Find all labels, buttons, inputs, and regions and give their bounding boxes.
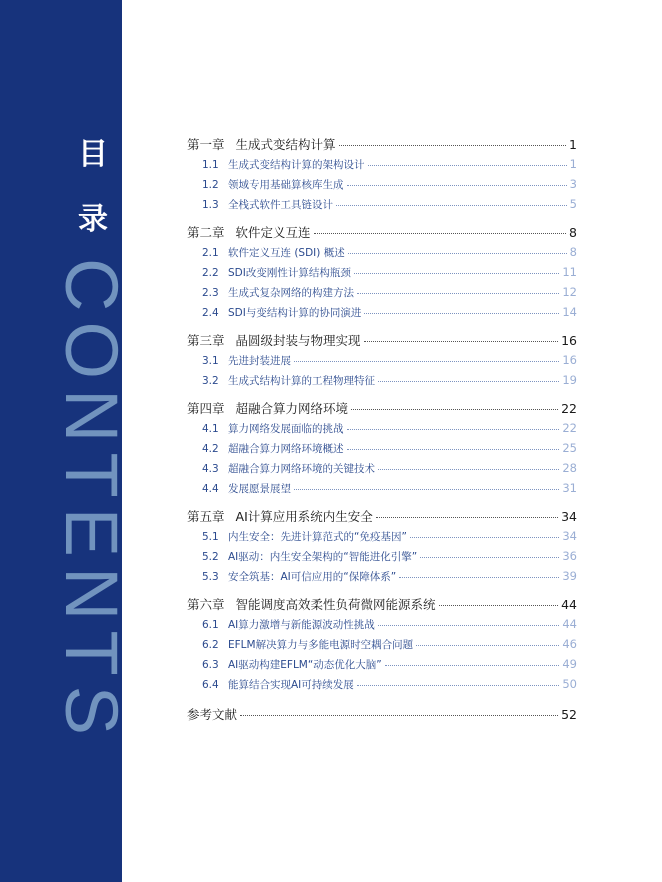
toc-section-entry[interactable] (187, 285, 577, 305)
chapter-label (187, 135, 336, 153)
section-number: 2.1 (202, 247, 219, 259)
toc-section-entry[interactable] (187, 197, 577, 217)
dot-leader (357, 685, 560, 686)
section-page-number: 25 (562, 441, 577, 455)
section-number: 3.1 (202, 355, 219, 367)
section-number: 6.3 (202, 659, 219, 671)
dot-leader (368, 165, 567, 166)
toc-section-entry[interactable] (187, 657, 577, 677)
chapter-number: 第二章 (187, 225, 225, 240)
contents-watermark: CONTENTS (50, 258, 133, 745)
toc-section-entry[interactable] (187, 569, 577, 589)
section-number: 1.3 (202, 199, 219, 211)
section-page-number: 12 (562, 285, 577, 299)
dot-leader (364, 341, 559, 342)
toc-section-entry[interactable] (187, 529, 577, 549)
section-title: SDI与变结构计算的协同演进 (228, 307, 362, 319)
section-page-number: 49 (562, 657, 577, 671)
dot-leader (357, 293, 559, 294)
dot-leader (376, 517, 558, 518)
dot-leader (378, 469, 559, 470)
dot-leader (348, 253, 567, 254)
dot-leader (399, 577, 559, 578)
dot-leader (314, 233, 567, 234)
dot-leader (294, 361, 559, 362)
toc-references-entry[interactable] (187, 705, 577, 727)
chapter-page-number: 16 (561, 333, 577, 348)
section-page-number: 39 (562, 569, 577, 583)
section-title: 发展愿景展望 (228, 483, 291, 495)
section-title: 超融合算力网络环境概述 (228, 443, 344, 455)
sidebar-band (0, 0, 133, 882)
section-number: 6.4 (202, 679, 219, 691)
chapter-title: 超融合算力网络环境 (235, 401, 349, 416)
chapter-page-number: 22 (561, 401, 577, 416)
section-title: 算力网络发展面临的挑战 (228, 423, 344, 435)
section-page-number: 14 (562, 305, 577, 319)
dot-leader (378, 381, 559, 382)
section-title: EFLM解决算力与多能电源时空耦合问题 (228, 639, 414, 651)
chapter-number: 第四章 (187, 401, 225, 416)
chapter-title: AI计算应用系统内生安全 (235, 509, 373, 524)
toc-chapter-entry[interactable] (187, 595, 577, 617)
dot-leader (347, 449, 560, 450)
section-page-number: 28 (562, 461, 577, 475)
dot-leader (336, 205, 567, 206)
chapter-number: 第一章 (187, 137, 225, 152)
chapter-label (187, 595, 436, 613)
section-page-number: 1 (569, 157, 577, 171)
section-page-number: 3 (569, 177, 577, 191)
chapter-page-number: 44 (561, 597, 577, 612)
toc-chapter-entry[interactable] (187, 223, 577, 245)
section-number: 4.2 (202, 443, 219, 455)
section-title: 超融合算力网络环境的关键技术 (228, 463, 375, 475)
table-of-contents (187, 135, 577, 727)
section-title: AI驱动构建EFLM“动态优化大脑” (228, 659, 382, 671)
dot-leader (439, 605, 559, 606)
section-title: 先进封装进展 (228, 355, 291, 367)
chapter-label (187, 223, 311, 241)
dot-leader (347, 429, 560, 430)
toc-section-entry[interactable] (187, 481, 577, 501)
toc-section-entry[interactable] (187, 549, 577, 569)
toc-section-entry[interactable] (187, 245, 577, 265)
dot-leader (410, 537, 559, 538)
dot-leader (339, 145, 567, 146)
section-title: 安全筑基：AI可信应用的“保障体系” (228, 571, 397, 583)
section-page-number: 16 (562, 353, 577, 367)
toc-chapter-entry[interactable] (187, 135, 577, 157)
chapter-label (187, 399, 348, 417)
chapter-page-number: 34 (561, 509, 577, 524)
chapter-title: 晶圆级封装与物理实现 (235, 333, 361, 348)
section-page-number: 5 (569, 197, 577, 211)
section-page-number: 22 (562, 421, 577, 435)
toc-section-entry[interactable] (187, 265, 577, 285)
toc-section-entry[interactable] (187, 677, 577, 697)
chapter-number: 第五章 (187, 509, 225, 524)
toc-chapter-entry[interactable] (187, 399, 577, 421)
toc-section-entry[interactable] (187, 637, 577, 657)
section-number: 5.1 (202, 531, 219, 543)
section-number: 2.4 (202, 307, 219, 319)
dot-leader (294, 489, 559, 490)
references-title: 参考文献 (187, 707, 238, 722)
section-page-number: 36 (562, 549, 577, 563)
chapter-page-number: 8 (569, 225, 577, 240)
dot-leader (378, 625, 560, 626)
section-title: 全栈式软件工具链设计 (228, 199, 333, 211)
chapter-title: 生成式变结构计算 (235, 137, 336, 152)
toc-title-char-1: 目 (78, 137, 108, 172)
toc-chapter-entry[interactable] (187, 507, 577, 529)
section-title: 生成式复杂网络的构建方法 (228, 287, 354, 299)
dot-leader (420, 557, 559, 558)
section-title: AI算力激增与新能源波动性挑战 (228, 619, 375, 631)
chapter-number: 第六章 (187, 597, 225, 612)
section-number: 6.1 (202, 619, 219, 631)
section-page-number: 19 (562, 373, 577, 387)
section-title: SDI改变刚性计算结构瓶颈 (228, 267, 351, 279)
section-title: 领域专用基础算核库生成 (228, 179, 344, 191)
references-page-number: 52 (561, 707, 577, 722)
section-title: 能算结合实现AI可持续发展 (228, 679, 354, 691)
section-page-number: 8 (569, 245, 577, 259)
toc-title-char-2: 录 (78, 202, 108, 237)
toc-section-entry[interactable] (187, 421, 577, 441)
section-number: 2.3 (202, 287, 219, 299)
dot-leader (351, 409, 558, 410)
section-number: 4.3 (202, 463, 219, 475)
toc-section-entry[interactable] (187, 441, 577, 461)
section-page-number: 31 (562, 481, 577, 495)
section-number: 1.1 (202, 159, 219, 171)
chapter-label (187, 507, 373, 525)
dot-leader (416, 645, 559, 646)
section-number: 3.2 (202, 375, 219, 387)
chapter-title: 智能调度高效柔性负荷微网能源系统 (235, 597, 436, 612)
chapter-label (187, 331, 361, 349)
section-title: 软件定义互连 (SDI) 概述 (228, 247, 345, 259)
section-page-number: 46 (562, 637, 577, 651)
section-number: 4.1 (202, 423, 219, 435)
toc-section-entry[interactable] (187, 177, 577, 197)
chapter-number: 第三章 (187, 333, 225, 348)
section-title: AI驱动：内生安全架构的“智能进化引擎” (228, 551, 418, 563)
section-number: 5.3 (202, 571, 219, 583)
section-number: 1.2 (202, 179, 219, 191)
chapter-page-number: 1 (569, 137, 577, 152)
toc-section-entry[interactable] (187, 353, 577, 373)
section-page-number: 11 (562, 265, 577, 279)
section-page-number: 50 (562, 677, 577, 691)
section-title: 内生安全：先进计算范式的“免疫基因” (228, 531, 407, 543)
section-number: 5.2 (202, 551, 219, 563)
dot-leader (385, 665, 560, 666)
section-page-number: 34 (562, 529, 577, 543)
section-number: 2.2 (202, 267, 219, 279)
toc-chapter-entry[interactable] (187, 331, 577, 353)
toc-section-entry[interactable] (187, 305, 577, 325)
toc-section-entry[interactable] (187, 157, 577, 177)
toc-section-entry[interactable] (187, 617, 577, 637)
toc-section-entry[interactable] (187, 461, 577, 481)
section-title: 生成式变结构计算的架构设计 (228, 159, 365, 171)
section-number: 4.4 (202, 483, 219, 495)
section-page-number: 44 (562, 617, 577, 631)
toc-section-entry[interactable] (187, 373, 577, 393)
section-title: 生成式结构计算的工程物理特征 (228, 375, 375, 387)
dot-leader (347, 185, 567, 186)
dot-leader (364, 313, 559, 314)
chapter-title: 软件定义互连 (235, 225, 311, 240)
dot-leader (240, 715, 558, 716)
dot-leader (354, 273, 560, 274)
section-number: 6.2 (202, 639, 219, 651)
